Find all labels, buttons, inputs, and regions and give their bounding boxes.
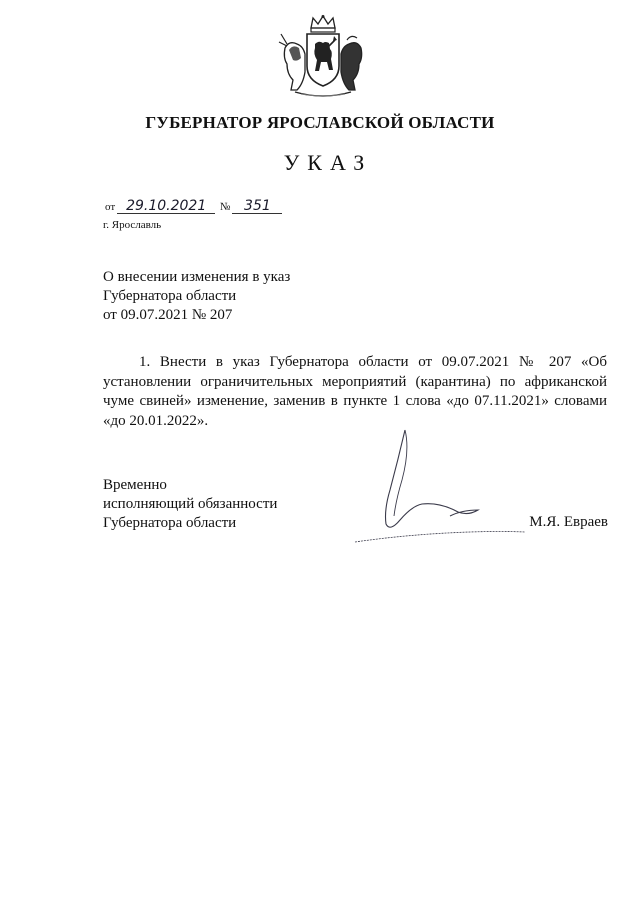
issue-city: г. Ярославль bbox=[103, 219, 162, 231]
document-date: 29.10.2021 bbox=[117, 199, 215, 214]
document-type: УКАЗ bbox=[283, 150, 373, 175]
document-subject bbox=[103, 268, 290, 325]
date-prefix: от bbox=[105, 201, 116, 213]
position-line: Губернатора области bbox=[103, 515, 237, 531]
position-line: исполняющий обязанности bbox=[103, 496, 278, 512]
signatory-position bbox=[103, 476, 277, 533]
subject-line: О внесении изменения в указ bbox=[103, 269, 291, 285]
number-prefix: № bbox=[219, 201, 231, 213]
registration-line bbox=[103, 199, 282, 214]
position-line: Временно bbox=[103, 477, 167, 493]
handwritten-signature-icon bbox=[350, 420, 530, 545]
paragraph-1: 1. Внести в указ Губернатора области от 09.07.2021 № 207 «Об установлении ограничительных мероприятий (карантина) по африканской чуме свиней» изменение, заменив в пункте 1 слова «до 07.11.2021» словами «до 20.01.2022». bbox=[103, 354, 607, 429]
subject-line: от 09.07.2021 № 207 bbox=[103, 307, 233, 323]
issuing-authority: ГУБЕРНАТОР ЯРОСЛАВСКОЙ ОБЛАСТИ bbox=[145, 113, 495, 132]
document-number: 351 bbox=[232, 199, 282, 214]
yaroslavl-coat-of-arms-icon bbox=[275, 14, 371, 100]
subject-line: Губернатора области bbox=[103, 288, 237, 304]
signer-name: М.Я. Евраев bbox=[529, 514, 608, 530]
